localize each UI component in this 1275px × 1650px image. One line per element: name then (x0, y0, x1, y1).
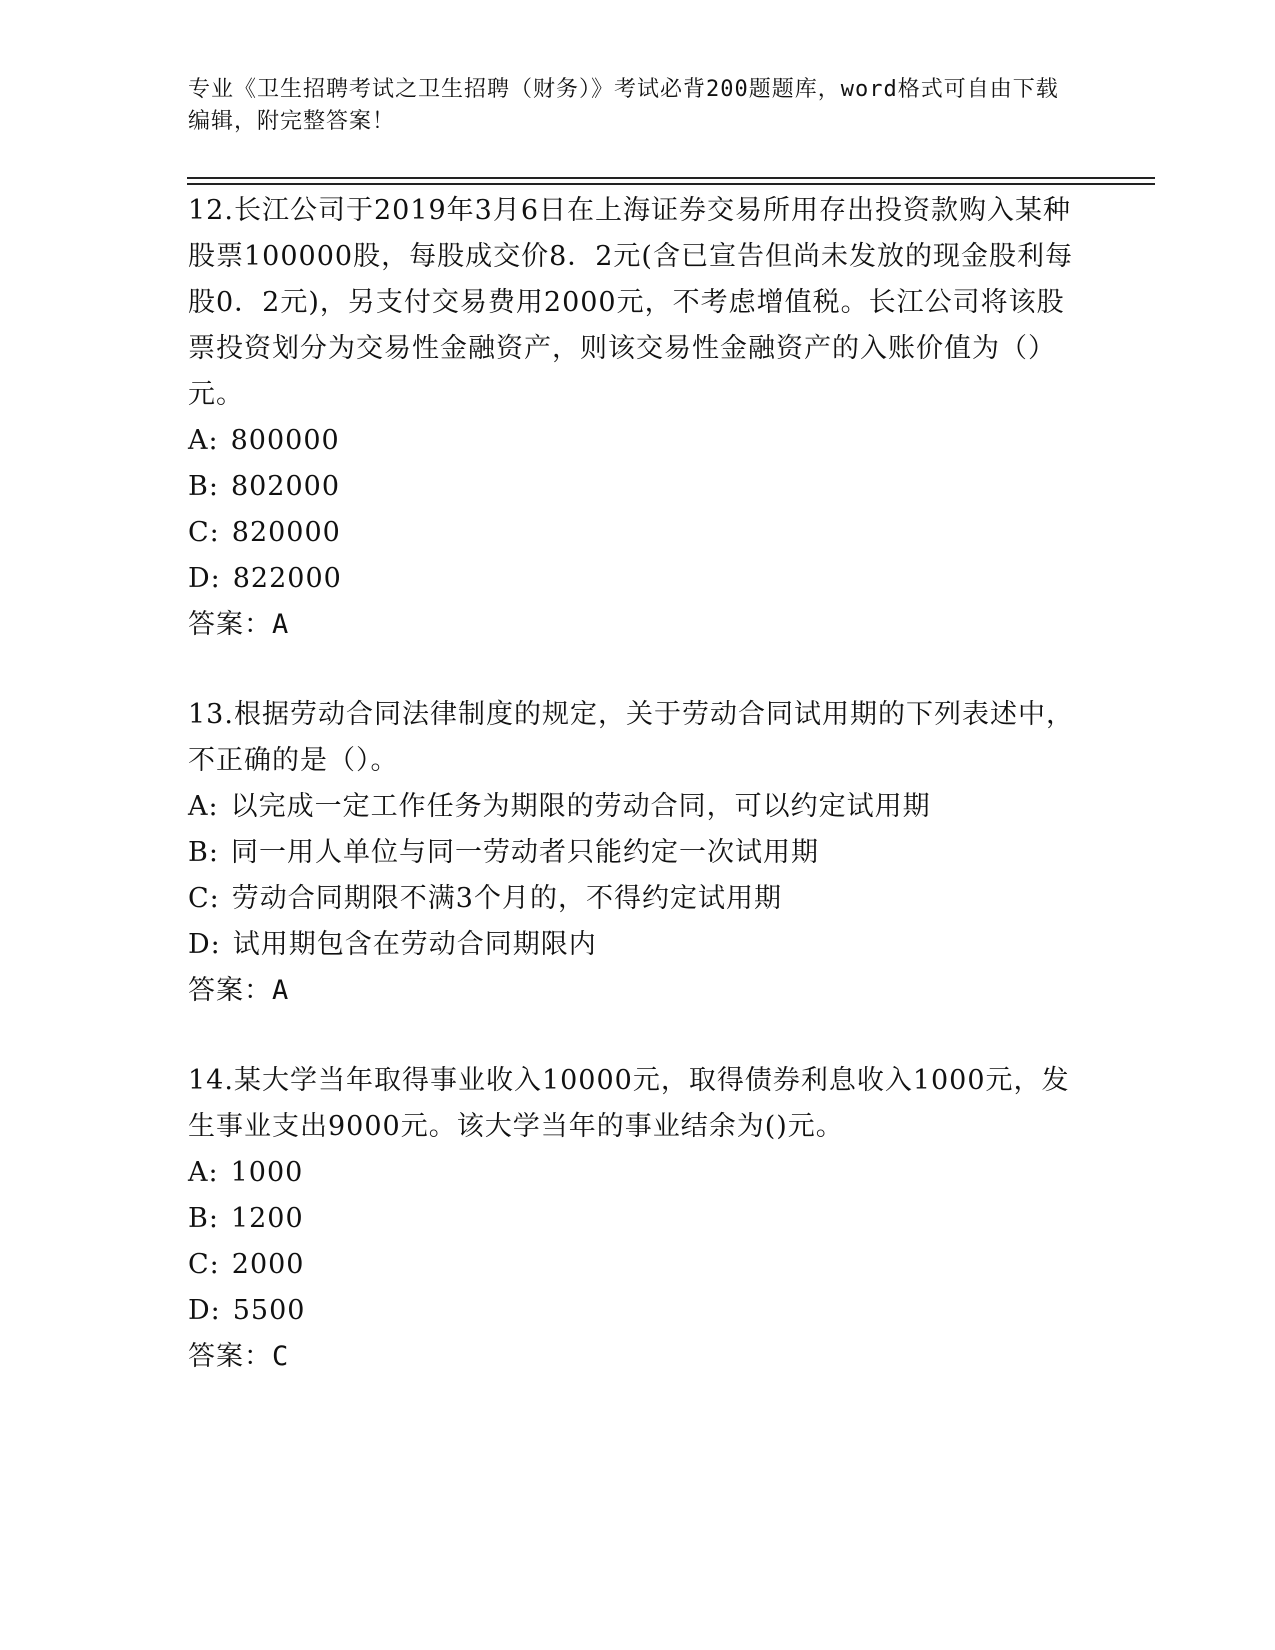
header-divider-bottom (187, 183, 1155, 185)
option-text: 822000 (232, 563, 342, 594)
option-c (188, 1242, 1088, 1288)
question-block (188, 692, 1088, 1014)
header-divider-top (187, 177, 1155, 179)
option-text: 820000 (231, 517, 341, 548)
option-a (188, 1150, 1088, 1196)
option-d (188, 1288, 1088, 1334)
question-block (188, 188, 1088, 648)
option-text: 同一用人单位与同一劳动者只能约定一次试用期 (230, 837, 819, 868)
option-letter: A: (188, 791, 219, 822)
question-block (188, 1058, 1088, 1380)
option-b (188, 464, 1088, 510)
option-d (188, 922, 1088, 968)
option-letter: C: (188, 883, 220, 914)
document-header (188, 74, 1068, 138)
option-text: 1000 (230, 1157, 304, 1188)
option-letter: A: (188, 425, 219, 456)
header-intro-text: 专业《卫生招聘考试之卫生招聘（财务）》考试必背200题题库，word格式可自由下载编辑，附完整答案！ (188, 77, 1059, 134)
option-letter: B: (188, 837, 219, 868)
option-letter: B: (188, 471, 219, 502)
option-text: 800000 (230, 425, 340, 456)
option-text: 2000 (231, 1249, 305, 1280)
option-text: 5500 (232, 1295, 306, 1326)
option-text: 以完成一定工作任务为期限的劳动合同，可以约定试用期 (230, 791, 931, 822)
option-c (188, 510, 1088, 556)
answer-text: 答案：C (188, 1341, 290, 1372)
option-letter: C: (188, 517, 220, 548)
question-text: 12.长江公司于2019年3月6日在上海证券交易所用存出投资款购入某种股票100000股，每股成交价8．2元(含已宣告但尚未发放的现金股利每股0．2元)，另支付交易费用2000元，不考虑增值税。长江公司将该股票投资划分为交易性金融资产，则该交易性金融资产的入账价值为（）元。 (188, 195, 1073, 410)
option-text: 劳动合同期限不满3个月的，不得约定试用期 (231, 883, 782, 914)
option-letter: B: (188, 1203, 219, 1234)
answer-text: 答案：A (188, 609, 290, 640)
question-text: 14.某大学当年取得事业收入10000元，取得债券利息收入1000元，发生事业支出9000元。该大学当年的事业结余为()元。 (188, 1065, 1070, 1142)
option-a (188, 418, 1088, 464)
question-text: 13.根据劳动合同法律制度的规定，关于劳动合同试用期的下列表述中，不正确的是（）。 (188, 699, 1074, 776)
option-b (188, 1196, 1088, 1242)
option-text: 1200 (230, 1203, 304, 1234)
option-c (188, 876, 1088, 922)
option-b (188, 830, 1088, 876)
answer-text: 答案：A (188, 975, 290, 1006)
option-letter: D: (188, 1295, 221, 1326)
option-text: 试用期包含在劳动合同期限内 (232, 929, 597, 960)
option-letter: D: (188, 563, 221, 594)
option-letter: D: (188, 929, 221, 960)
option-text: 802000 (230, 471, 341, 502)
option-d (188, 556, 1088, 602)
option-a (188, 784, 1088, 830)
option-letter: A: (188, 1157, 219, 1188)
option-letter: C: (188, 1249, 220, 1280)
